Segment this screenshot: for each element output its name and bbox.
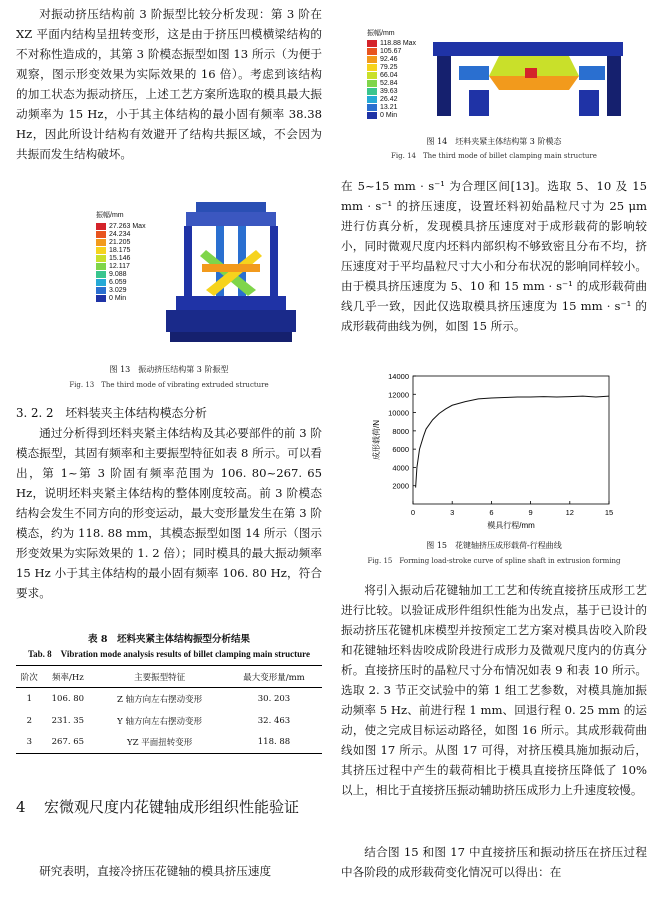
chart-plot-frame xyxy=(413,376,609,504)
legend-swatch xyxy=(367,112,377,119)
right-paragraph-3: 结合图 15 和图 17 中直接挤压和振动挤压在挤压过程中各阶段的成形载荷变化情况可以得出：在 xyxy=(341,845,647,879)
legend-swatch xyxy=(367,72,377,79)
fig14-caption-cn: 图 14 坯料夹紧主体结构第 3 阶模态 xyxy=(426,137,562,146)
table8-header-cell: 频率/Hz xyxy=(43,666,94,688)
legend-swatch xyxy=(367,40,377,47)
legend-value: 118.88 Max xyxy=(380,39,417,47)
table-cell: Y 轴方向左右摆动变形 xyxy=(117,716,202,727)
legend-entry xyxy=(96,238,166,246)
left-paragraph-3: 研究表明，直接冷挤压花键轴的模具挤压速度 xyxy=(39,864,272,878)
legend-value: 9.088 xyxy=(109,270,127,278)
table-cell: 32. 463 xyxy=(257,715,291,726)
legend-value: 3.029 xyxy=(109,286,127,294)
y-tick-label: 10000 xyxy=(388,408,409,418)
fig14-model-image xyxy=(429,32,629,122)
fig13-caption-cn: 图 13 振动挤压结构第 3 阶振型 xyxy=(109,365,229,374)
legend-swatch xyxy=(96,223,106,230)
legend-swatch xyxy=(96,279,106,286)
table-cell: 267. 65 xyxy=(43,732,94,754)
legend-value: 24.234 xyxy=(109,230,131,238)
x-axis-label: 模具行程/mm xyxy=(487,521,535,530)
legend-swatch xyxy=(96,239,106,246)
table8-grid xyxy=(16,665,322,754)
table-cell: 30. 203 xyxy=(257,693,291,704)
legend-swatch xyxy=(96,263,106,270)
right-paragraph-2: 将引入振动后花键轴加工工艺和传统直接挤压成形工艺进行比较。以验证成形件组织性能为出发点，基于已设计的振动挤压花键机床模型并按预定工艺方案对模具齿咬入阶段和花键轴坯料齿咬成阶段进行成形力及微观尺度内的仿真分析。直接挤压时的晶粒尺寸分布情况如表 9 和表 10 所示。选取 2. 3 节正交试验中的第 1 组工艺参数，对模具施加振动频率 5 Hz、前进行程 1 mm、回退行程 0. 25 mm 的运动，使之完成目标运动路径，如图 16 所示。其成形载荷曲线如图 17 所示。从图 17 可得，对挤压模具施加振动后，其挤压过程中产生的载荷相比于模具直接挤压降低了 10%以上，相比于直接挤压振动辅助挤压成形力上升速度较慢。 xyxy=(341,583,647,797)
x-tick-label: 12 xyxy=(565,508,574,517)
legend-value: 18.175 xyxy=(109,246,131,254)
legend-entry xyxy=(367,103,437,111)
legend-entry xyxy=(367,55,437,63)
legend-value: 27.263 Max xyxy=(109,222,146,230)
fig13-legend-title: 振幅/mm xyxy=(96,212,124,219)
legend-entry xyxy=(96,230,166,238)
legend-entry xyxy=(96,294,166,302)
legend-swatch xyxy=(96,287,106,294)
legend-swatch xyxy=(367,48,377,55)
legend-swatch xyxy=(367,64,377,71)
x-tick-label: 6 xyxy=(489,508,494,517)
y-tick-label: 14000 xyxy=(388,372,409,381)
legend-entry xyxy=(367,111,437,119)
load-stroke-line xyxy=(416,396,609,487)
figure-14 xyxy=(341,26,647,166)
fig15-chart xyxy=(341,368,647,538)
table-cell: YZ 平面扭转变形 xyxy=(93,732,226,754)
y-tick-label: 12000 xyxy=(388,390,409,400)
legend-value: 0 Min xyxy=(109,294,127,302)
legend-swatch xyxy=(367,96,377,103)
table8-header-cell: 主要振型特征 xyxy=(93,666,226,688)
table-row xyxy=(16,710,322,732)
legend-value: 39.63 xyxy=(380,87,398,95)
table-cell: 1 xyxy=(26,693,32,704)
legend-value: 21.205 xyxy=(109,238,131,246)
x-tick-label: 15 xyxy=(604,508,614,517)
left-paragraph-1: 对振动挤压结构前 3 阶振型比较分析发现：第 3 阶在 XZ 平面内结构呈扭转变形，这是由于挤压凹模横梁结构的不对称性造成的，其第 3 阶模态振型如图 13 所示（为便于观察，图示形变效果为实际效果的 16 倍）。考虑到该结构的加工状态为振动挤压，上述工艺方案所选取的模具最大振动频率为 15 Hz，小于其主体结构的最小固有频率 38.38 Hz，因此所设计结构有效避开了结构共振区域，不会因为共振而发生结构破坏。 xyxy=(16,7,322,161)
fig14-caption-en: Fig. 14 The third mode of billet clamping main structure xyxy=(391,152,597,160)
legend-value: 92.46 xyxy=(380,55,398,63)
legend-swatch xyxy=(367,80,377,87)
legend-swatch xyxy=(96,255,106,262)
legend-entry xyxy=(367,63,437,71)
legend-swatch xyxy=(367,88,377,95)
table-cell: Z 轴方向左右摆动变形 xyxy=(117,694,203,705)
fig15-caption-cn: 图 15 花键轴挤压成形载荷-行程曲线 xyxy=(426,541,562,550)
figure-13 xyxy=(16,200,322,390)
table-cell: 3 xyxy=(16,732,43,754)
y-tick-label: 6000 xyxy=(392,445,409,455)
table-row xyxy=(16,688,322,710)
legend-swatch xyxy=(96,247,106,254)
table8-header-cell: 最大变形量/mm xyxy=(226,666,322,688)
table-cell: 231. 35 xyxy=(51,715,85,726)
right-paragraph-1: 在 5~15 mm · s⁻¹ 为合理区间[13]。选取 5、10 及 15 mm · s⁻¹ 的挤压速度，设置坯料初始晶粒尺寸为 25 μm 进行仿真分析，发现模具挤压速度对于成形载荷的影响较小，同时微观尺度内坯料内部织构不够致密且分布不均，挤压速度对于平均晶粒尺寸大小和分布状况的影响同样较小。由于模具挤压速度为 5、10 和 15 mm · s⁻¹ 的成形载荷曲线几乎一致，因此仅选取模具挤压速度为 15 mm · s⁻¹ 的成形载荷曲线为例，如图 15 所示。 xyxy=(341,179,647,333)
fig14-legend-rows xyxy=(367,39,437,119)
fig14-legend-title: 振幅/mm xyxy=(367,30,395,37)
section-3-2-2-heading: 3. 2. 2 坯料装夹主体结构模态分析 xyxy=(16,406,207,420)
table-cell: 118. 88 xyxy=(226,732,322,754)
table-8 xyxy=(16,632,322,754)
table-cell: 2 xyxy=(26,715,32,726)
table8-caption-cn: 表 8 坯料夹紧主体结构振型分析结果 xyxy=(88,634,250,645)
legend-entry xyxy=(367,79,437,87)
legend-entry xyxy=(367,47,437,55)
legend-swatch xyxy=(367,104,377,111)
y-tick-label: 2000 xyxy=(392,481,409,491)
x-tick-label: 9 xyxy=(528,508,533,517)
table-row xyxy=(16,732,322,754)
fig13-model-image xyxy=(166,200,296,350)
legend-value: 0 Min xyxy=(380,111,398,119)
legend-value: 6.059 xyxy=(109,278,127,286)
y-tick-label: 8000 xyxy=(392,426,409,436)
fig14-legend xyxy=(367,28,437,119)
legend-value: 15.146 xyxy=(109,254,131,262)
fig13-legend-rows xyxy=(96,222,166,302)
table8-header-row xyxy=(16,666,322,688)
legend-swatch xyxy=(96,231,106,238)
y-axis-label: 成形载荷/N xyxy=(372,420,381,460)
x-tick-label: 0 xyxy=(410,508,416,517)
legend-entry xyxy=(96,270,166,278)
fig15-caption-en: Fig. 15 Forming load-stroke curve of spline shaft in extrusion forming xyxy=(367,557,621,565)
legend-entry xyxy=(96,262,166,270)
legend-entry xyxy=(96,254,166,262)
legend-entry xyxy=(367,39,437,47)
fig13-legend xyxy=(96,210,166,302)
legend-value: 66.04 xyxy=(380,71,398,79)
legend-entry xyxy=(96,278,166,286)
legend-swatch xyxy=(96,271,106,278)
legend-entry xyxy=(367,95,437,103)
legend-entry xyxy=(96,286,166,294)
figure-15 xyxy=(341,368,647,568)
y-tick-label: 4000 xyxy=(392,463,409,473)
legend-entry xyxy=(96,246,166,254)
x-tick-label: 3 xyxy=(450,508,455,517)
table8-caption-en: Tab. 8 Vibration mode analysis results of billet clamping main structure xyxy=(27,649,311,659)
legend-value: 13.21 xyxy=(380,103,398,111)
left-paragraph-2: 通过分析得到坯料夹紧主体结构及其必要部件的前 3 阶模态振型，其固有频率和主要振型特征如表 8 所示。可以看出，第 1~第 3 阶固有频率范围为 106. 80~267. 65 Hz，说明坯料夹紧主体结构的整体刚度较高。前 3 阶模态结构会发生不同方向的形变运动，最大变形量发生在第 3 阶模态，约为 118. 88 mm，其模态振型如图 14 所示（图示形变效果为实际效果的 1. 2 倍）；同时模具的最大振动频率 15 Hz 小于其主体结构的最小固有频率 106. 80 Hz，符合要求。 xyxy=(16,426,322,600)
legend-value: 79.25 xyxy=(380,63,398,71)
fig13-caption-en: Fig. 13 The third mode of vibrating extruded structure xyxy=(69,381,269,389)
legend-value: 52.84 xyxy=(380,79,398,87)
legend-value: 105.67 xyxy=(380,47,402,55)
table-cell: 106. 80 xyxy=(51,693,85,704)
table8-header-cell: 阶次 xyxy=(16,666,43,688)
legend-swatch xyxy=(96,295,106,302)
legend-swatch xyxy=(367,56,377,63)
legend-entry xyxy=(96,222,166,230)
legend-entry xyxy=(367,71,437,79)
legend-entry xyxy=(367,87,437,95)
section-4-title: 宏微观尺度内花键轴成形组织性能验证 xyxy=(44,798,300,816)
section-4-number: 4 xyxy=(16,798,26,816)
legend-value: 26.42 xyxy=(380,95,398,103)
legend-value: 12.117 xyxy=(109,262,130,270)
